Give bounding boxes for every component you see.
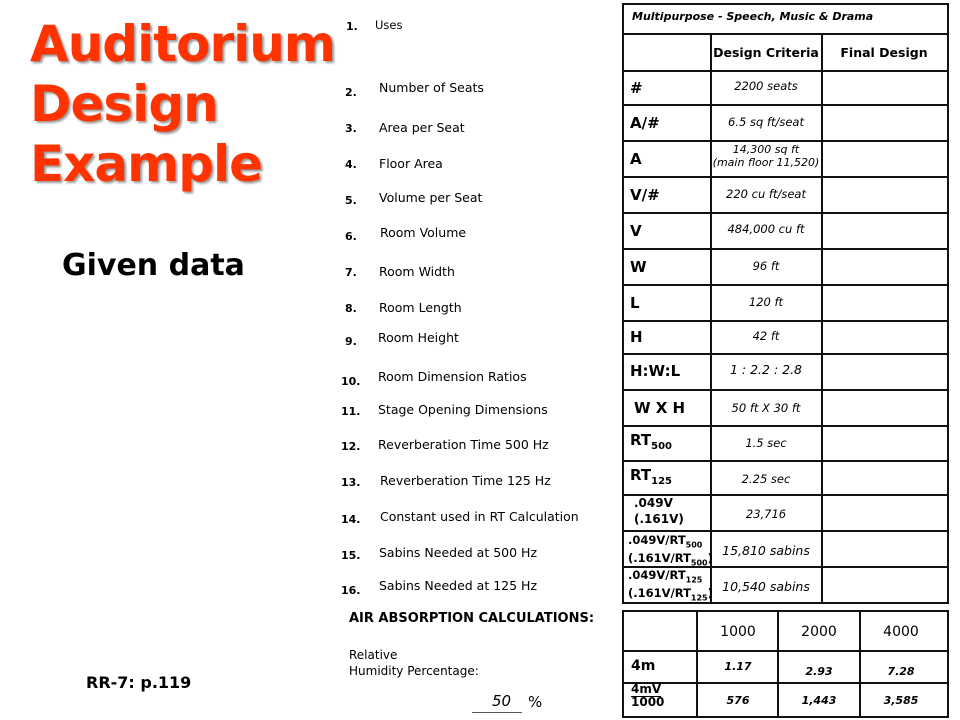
table-row-line: [622, 104, 949, 106]
symbol-paren: ): [707, 551, 713, 566]
value-volume-per-seat: 220 cu ft/seat: [726, 187, 806, 201]
symbol-volume-per-seat: V/#: [630, 186, 660, 204]
air-value: 2.93: [805, 665, 833, 678]
table-row-line: [622, 320, 949, 322]
table-col-divider: [821, 33, 823, 603]
value-rt125: 2.25 sec: [741, 472, 791, 486]
table-row-line: [622, 248, 949, 250]
row-label: Room Volume: [380, 225, 467, 240]
table-row-line: [622, 284, 949, 286]
table-border-right: [947, 3, 949, 603]
table-row-line: [622, 389, 949, 391]
air-row-label-num: 4mV: [631, 682, 662, 696]
row-num: 13.: [341, 476, 361, 489]
column-header-design: Design Criteria: [713, 45, 819, 60]
air-row-line: [622, 610, 949, 612]
reference-note: RR-7: p.119: [86, 673, 192, 692]
air-row-label-4m: 4m: [631, 658, 656, 674]
symbol-volume: V: [630, 222, 642, 240]
symbol-sub: 500: [685, 540, 703, 550]
symbol-ratio: H:W:L: [630, 362, 681, 380]
table-row-line: [622, 460, 949, 462]
row-num: 5.: [345, 194, 357, 207]
title-line-1: Auditorium: [30, 15, 335, 73]
symbol-rt-text: RT: [630, 466, 652, 484]
symbol-area-per-seat: A/#: [630, 114, 660, 132]
value-area-line2: (main floor 11,520): [712, 156, 820, 170]
humidity-label-line1: Relative: [349, 648, 398, 662]
symbol-sabins-500: [628, 532, 713, 569]
row-num: 15.: [341, 549, 361, 562]
value-stage: 50 ft X 30 ft: [731, 401, 801, 415]
value-area-per-seat: 6.5 sq ft/seat: [728, 115, 804, 129]
symbol-line: .049V/RT: [628, 533, 686, 547]
value-volume: 484,000 cu ft: [727, 222, 805, 236]
symbol-area: A: [630, 150, 642, 168]
symbol-line: (.161V/RT: [628, 586, 691, 601]
value-sabins-125: 10,540 sabins: [722, 579, 810, 594]
row-label: Floor Area: [379, 156, 443, 171]
symbol-seats: #: [630, 79, 643, 97]
symbol-paren: ): [707, 586, 713, 601]
row-num: 9.: [345, 335, 357, 348]
air-border-right: [947, 610, 949, 718]
row-num: 7.: [345, 266, 357, 279]
air-value: 576: [726, 694, 750, 707]
air-value: 3,585: [883, 694, 919, 707]
symbol-line: .049V/RT: [628, 568, 686, 582]
symbol-line: (.161V/RT: [628, 551, 691, 566]
row-num: 4.: [345, 158, 357, 171]
table-border-left: [622, 3, 624, 603]
humidity-label: [349, 648, 479, 679]
air-value: 1,443: [801, 694, 837, 707]
row-label: Uses: [375, 18, 403, 32]
air-row-line: [622, 682, 949, 684]
air-row-label-den: 1000: [631, 694, 665, 709]
symbol-sub: 125: [685, 575, 703, 585]
table-row-line: [622, 212, 949, 214]
symbol-constant: [634, 496, 684, 527]
title-line-2: Design: [30, 75, 218, 133]
symbol-sabins-125: [628, 567, 713, 604]
value-ratio: 1 : 2.2 : 2.8: [729, 362, 803, 377]
air-row-line: [622, 650, 949, 652]
value-constant: 23,716: [745, 507, 787, 521]
air-value: 7.28: [887, 665, 915, 678]
humidity-value: 50: [492, 692, 512, 710]
value-sabins-500: 15,810 sabins: [722, 543, 810, 558]
value-seats: 2200 seats: [734, 79, 798, 93]
symbol-sub: 500: [690, 558, 708, 568]
symbol-stage: W X H: [634, 399, 686, 417]
row-label: Number of Seats: [379, 80, 484, 95]
row-label: Area per Seat: [379, 120, 465, 135]
row-label: Stage Opening Dimensions: [378, 402, 548, 417]
row-num: 6.: [345, 230, 357, 243]
table-row-line: [622, 33, 949, 35]
slide-title: [30, 14, 335, 194]
air-absorption-title: AIR ABSORPTION CALCULATIONS:: [349, 611, 595, 626]
value-height: 42 ft: [752, 329, 780, 343]
row-num: 10.: [341, 375, 361, 388]
symbol-height: H: [630, 328, 643, 346]
row-label: Room Length: [379, 300, 462, 315]
table-row-line: [622, 176, 949, 178]
row-label: Reverberation Time 500 Hz: [378, 437, 549, 452]
row-num: 2.: [345, 86, 357, 99]
row-label: Reverberation Time 125 Hz: [380, 473, 551, 488]
air-row-label-4mv: [631, 683, 664, 708]
symbol-width: W: [630, 258, 647, 276]
row-num: 8.: [345, 302, 357, 315]
row-num: 3.: [345, 122, 357, 135]
symbol-rt-sub: 125: [651, 476, 672, 487]
symbol-rt-sub: 500: [651, 441, 672, 452]
slide-subtitle: Given data: [62, 248, 245, 283]
air-freq-header: 1000: [720, 624, 756, 640]
row-label: Room Width: [379, 264, 455, 279]
row-label: Room Height: [378, 330, 459, 345]
row-num: 14.: [341, 513, 361, 526]
air-value: 1.17: [724, 660, 752, 673]
column-header-final: Final Design: [840, 45, 928, 60]
value-area-line1: 14,300 sq ft: [732, 143, 800, 156]
value-length: 120 ft: [748, 295, 784, 309]
humidity-unit: %: [528, 693, 543, 711]
table-row-line: [622, 353, 949, 355]
symbol-sub: 125: [690, 593, 708, 603]
table-uses-value: Multipurpose - Speech, Music & Drama: [632, 10, 874, 23]
row-num: 12.: [341, 440, 361, 453]
row-label: Room Dimension Ratios: [378, 369, 527, 384]
symbol-rt-text: RT: [630, 431, 652, 449]
symbol-constant-line1: .049V: [634, 496, 673, 510]
air-row-line: [622, 716, 949, 718]
air-freq-header: 2000: [801, 624, 837, 640]
row-num: 1.: [346, 20, 358, 33]
row-label: Constant used in RT Calculation: [380, 509, 579, 524]
row-label: Sabins Needed at 500 Hz: [379, 545, 538, 560]
humidity-label-line2: Humidity Percentage:: [349, 663, 479, 678]
table-row-line: [622, 3, 949, 5]
row-label: Volume per Seat: [379, 190, 483, 205]
symbol-length: L: [630, 294, 640, 312]
value-rt500: 1.5 sec: [745, 436, 787, 450]
value-area: [712, 143, 820, 169]
symbol-constant-line2: (.161V): [634, 511, 684, 526]
row-num: 16.: [341, 584, 361, 597]
air-freq-header: 4000: [883, 624, 919, 640]
value-width: 96 ft: [752, 259, 780, 273]
air-border-left: [622, 610, 624, 718]
row-label: Sabins Needed at 125 Hz: [379, 578, 538, 593]
symbol-rt125: [630, 466, 672, 487]
row-num: 11.: [341, 405, 361, 418]
symbol-rt500: [630, 431, 672, 452]
table-row-line: [622, 70, 949, 72]
table-row-line: [622, 140, 949, 142]
title-line-3: Example: [30, 135, 263, 193]
table-row-line: [622, 425, 949, 427]
humidity-underline: [472, 712, 522, 713]
